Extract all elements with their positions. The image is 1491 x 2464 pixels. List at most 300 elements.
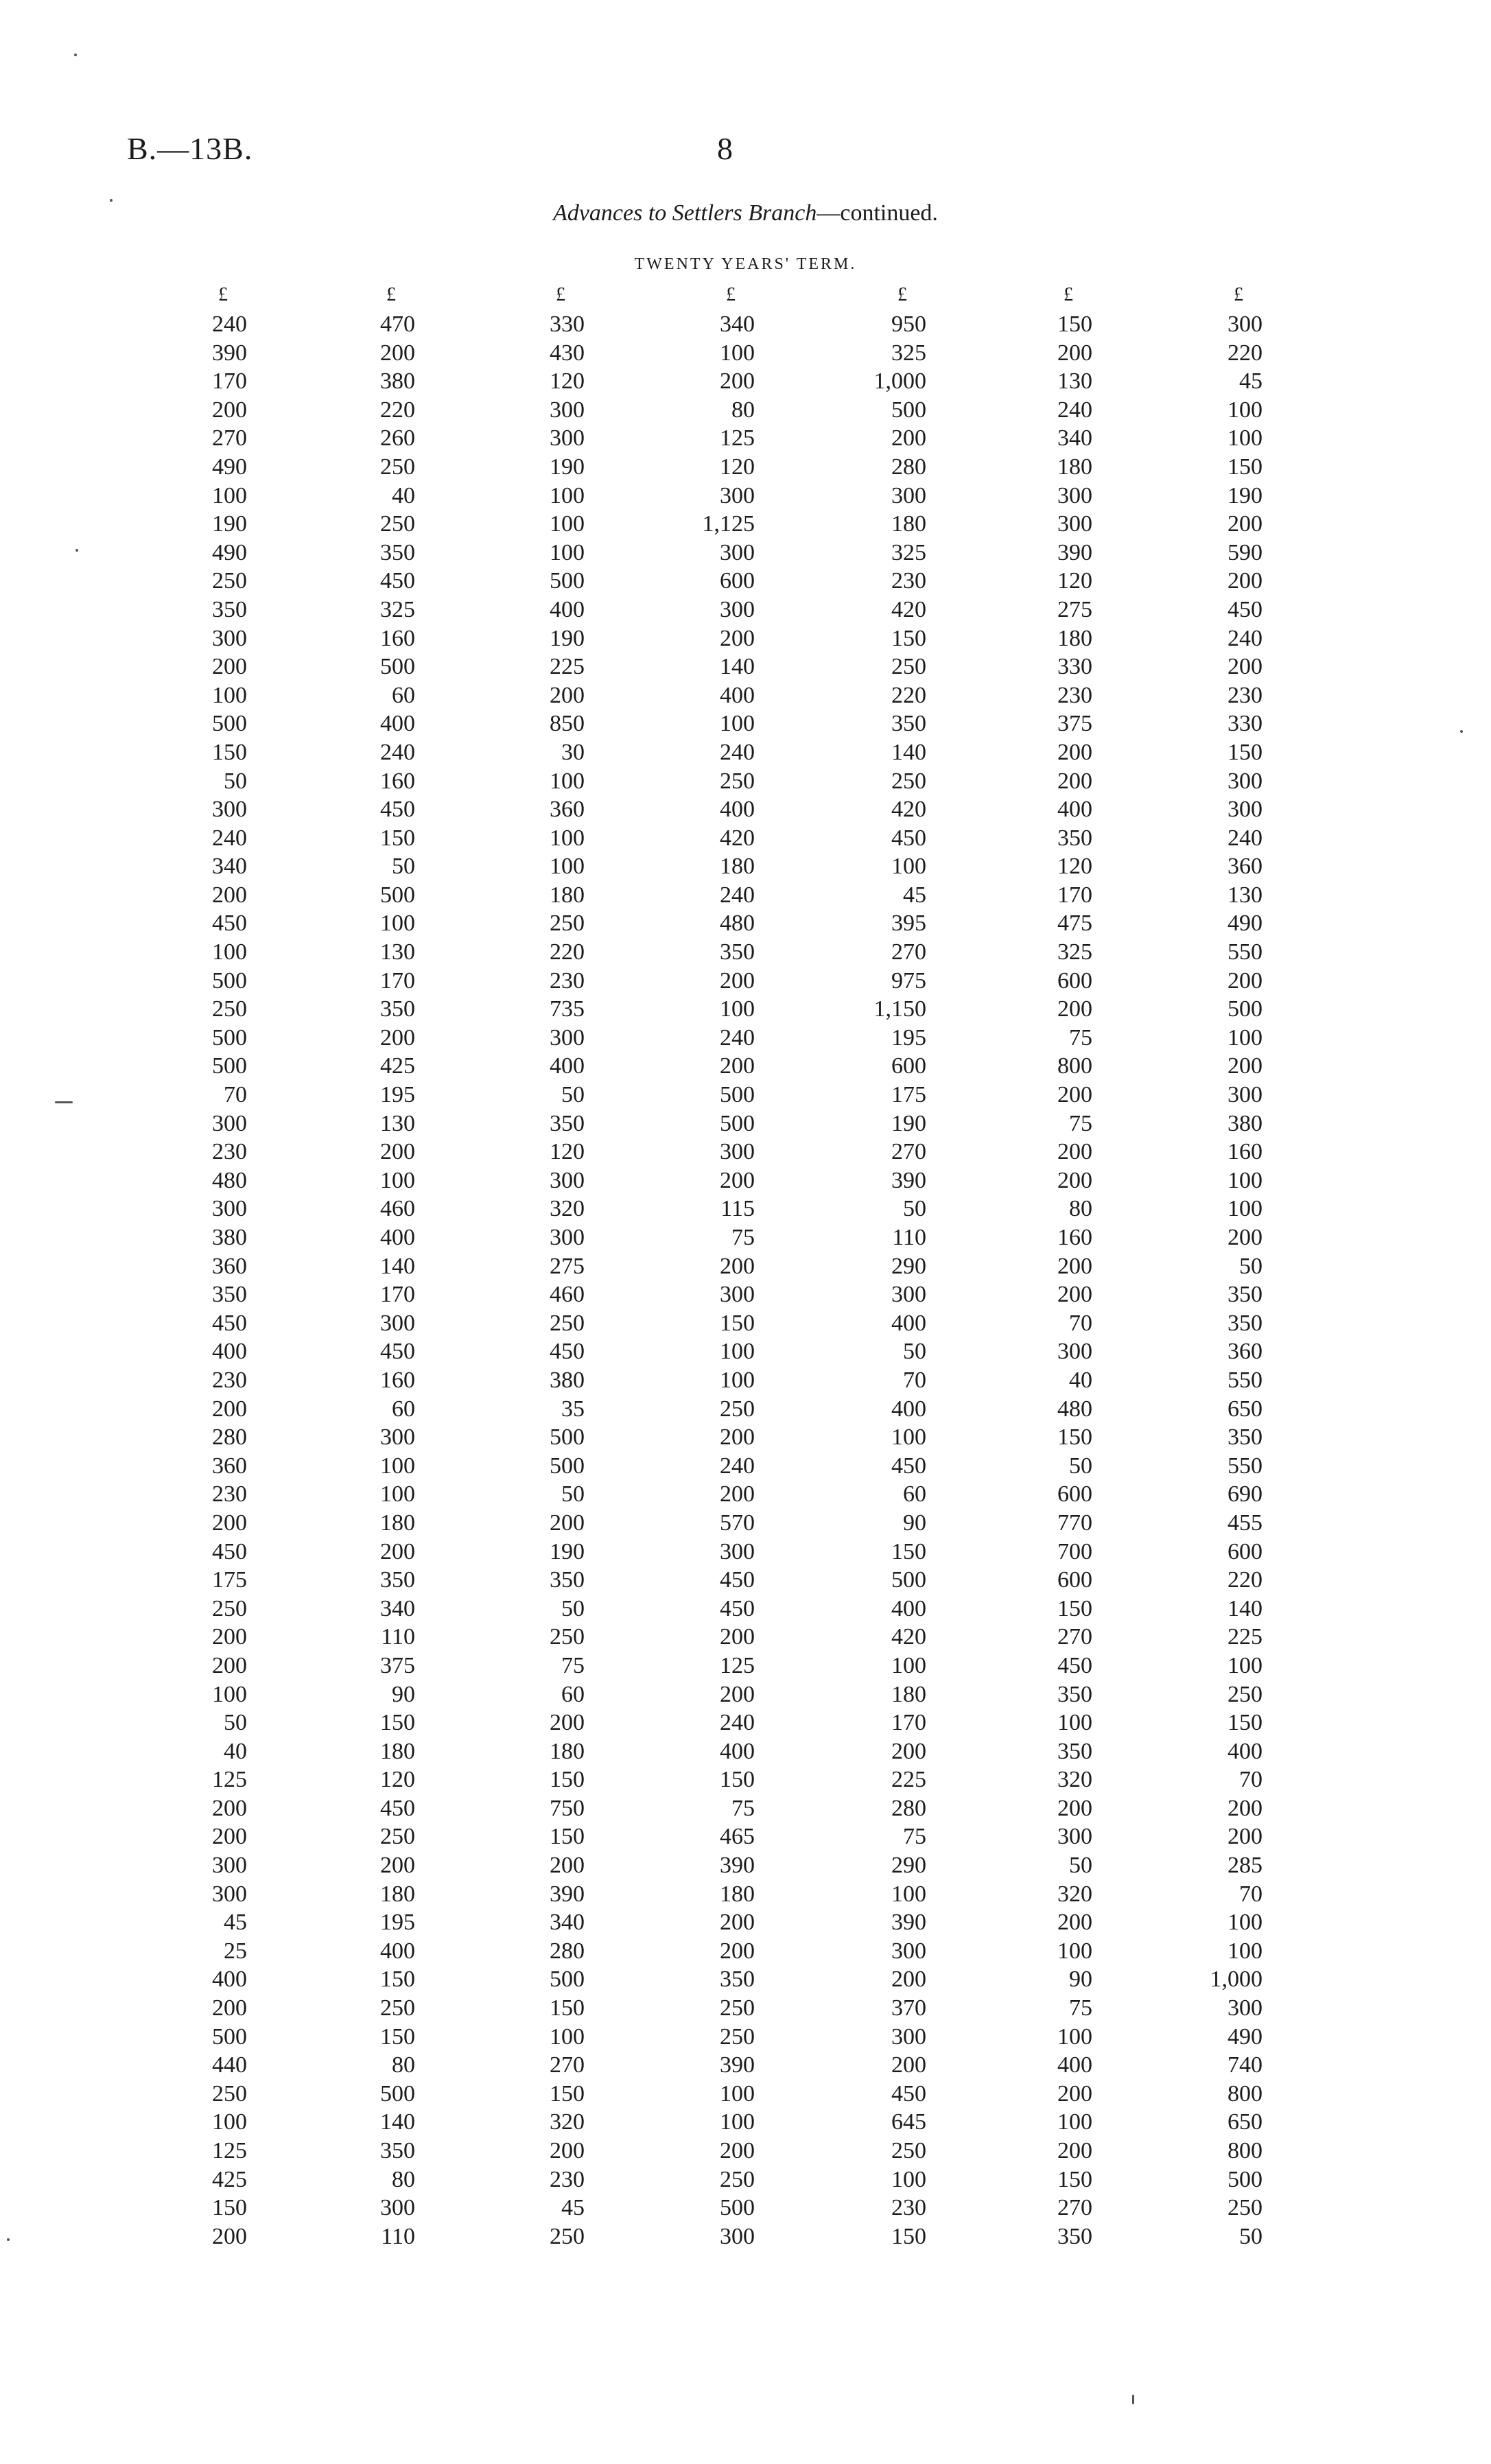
amount-cell: 60: [392, 682, 415, 708]
amount-cell: 300: [720, 1282, 755, 1308]
amount-cell: 100: [720, 2109, 755, 2135]
amount-cell: 150: [380, 1967, 415, 1993]
amount-cell: 100: [720, 996, 755, 1022]
amount-cell: 390: [1057, 539, 1092, 565]
amount-cell: 800: [1228, 2138, 1263, 2163]
amount-cell: 250: [720, 2023, 755, 2050]
amount-cell: 150: [550, 1995, 585, 2021]
amount-cell: 400: [212, 1339, 247, 1365]
document-code: B.—13B.: [127, 131, 253, 166]
amount-cell: 390: [550, 1881, 585, 1907]
currency-header: £: [1064, 284, 1073, 305]
amount-cell: 180: [1057, 625, 1092, 651]
amount-cell: 320: [1057, 1881, 1092, 1907]
amount-cell: 190: [550, 1538, 585, 1564]
amount-cell: 500: [550, 1967, 585, 1993]
amount-cell: 200: [550, 1510, 585, 1536]
section-title: [0, 200, 1491, 226]
amount-cell: 200: [1228, 1225, 1263, 1250]
amount-cell: 770: [1057, 1510, 1092, 1536]
amount-cell: 250: [550, 911, 585, 937]
amount-cell: 300: [1228, 797, 1263, 823]
amount-cell: 100: [380, 1481, 415, 1507]
amount-cell: 200: [1057, 1253, 1092, 1279]
amount-cell: 290: [891, 1853, 926, 1879]
amount-cell: 250: [720, 768, 755, 794]
term-heading: TWENTY YEARS' TERM.: [634, 255, 857, 273]
amount-cell: 200: [1057, 1167, 1092, 1193]
amount-cell: 200: [891, 2052, 926, 2078]
amount-cell: 360: [1228, 854, 1263, 880]
amount-cell: 300: [720, 1538, 755, 1564]
amount-cell: 75: [731, 1225, 755, 1250]
amount-cell: 645: [891, 2109, 926, 2135]
amount-cell: 390: [720, 2052, 755, 2078]
amount-cell: 250: [212, 996, 247, 1022]
amount-cell: 110: [892, 1225, 926, 1250]
amount-cell: 450: [891, 2080, 926, 2107]
amount-cell: 450: [720, 1595, 755, 1621]
amount-cell: 190: [550, 454, 585, 480]
amount-cell: 300: [212, 797, 247, 823]
amount-cell: 1,000: [1210, 1967, 1263, 1993]
amount-cell: 450: [212, 911, 247, 937]
amount-cell: 400: [720, 682, 755, 708]
amount-cell: 455: [1228, 1510, 1263, 1536]
amount-cell: 500: [720, 2195, 755, 2221]
amount-column: [278, 280, 415, 2251]
amount-cell: 450: [550, 1339, 585, 1365]
amount-cell: 270: [891, 939, 926, 965]
amount-cell: 150: [1057, 1424, 1092, 1451]
amount-cell: 200: [212, 1795, 247, 1821]
amount-cell: 350: [380, 996, 415, 1022]
amount-cell: 200: [720, 368, 755, 395]
amount-cell: 490: [212, 539, 247, 565]
amount-cell: 240: [380, 739, 415, 765]
amount-cell: 1,150: [873, 996, 926, 1022]
amount-cell: 250: [720, 2166, 755, 2192]
amount-cell: 460: [550, 1282, 585, 1308]
amount-cell: 200: [1057, 739, 1092, 765]
amount-column: [447, 280, 585, 2251]
amount-cell: 45: [224, 1910, 247, 1936]
amount-cell: 300: [1057, 511, 1092, 537]
amount-cell: 120: [550, 368, 585, 395]
amount-cell: 450: [380, 568, 415, 594]
amount-cell: 300: [891, 1938, 926, 1964]
amount-cell: 280: [891, 454, 926, 480]
amount-cell: 270: [1057, 2195, 1092, 2221]
amount-cell: 250: [550, 2223, 585, 2249]
amount-cell: 170: [212, 368, 247, 395]
amount-cell: 190: [891, 1110, 926, 1136]
amount-cell: 200: [720, 2138, 755, 2163]
currency-header: £: [897, 284, 907, 305]
amount-cell: 170: [380, 1282, 415, 1308]
amount-cell: 250: [212, 568, 247, 594]
amount-cell: 240: [212, 312, 247, 337]
amount-cell: 50: [224, 1710, 247, 1736]
amount-cell: 80: [392, 2052, 415, 2078]
amount-cell: 500: [380, 882, 415, 908]
amount-cell: 115: [720, 1196, 755, 1222]
amount-cell: 200: [720, 967, 755, 994]
amount-cell: 100: [720, 340, 755, 366]
amount-cell: 170: [1057, 882, 1092, 908]
amount-cell: 250: [380, 1824, 415, 1850]
amount-cell: 350: [1057, 1738, 1092, 1764]
amount-cell: 550: [1228, 1453, 1263, 1479]
amount-cell: 130: [1057, 368, 1092, 395]
amount-cell: 150: [212, 739, 247, 765]
amount-cell: 330: [1228, 711, 1263, 737]
amount-cell: 50: [1239, 1253, 1263, 1279]
amount-cell: 110: [381, 1624, 415, 1650]
amount-cell: 75: [561, 1652, 585, 1678]
amount-cell: 500: [1228, 996, 1263, 1022]
amount-cell: 300: [212, 1196, 247, 1222]
amount-cell: 300: [550, 1167, 585, 1193]
amount-cell: 150: [550, 1824, 585, 1850]
amount-cell: 370: [891, 1995, 926, 2021]
amount-cell: 300: [1057, 482, 1092, 508]
amount-cell: 320: [550, 2109, 585, 2135]
amount-cell: 450: [380, 1795, 415, 1821]
amount-cell: 300: [720, 1139, 755, 1165]
amount-cell: 225: [891, 1767, 926, 1793]
amount-cell: 220: [550, 939, 585, 965]
amount-cell: 500: [720, 1110, 755, 1136]
amount-cell: 200: [212, 1510, 247, 1536]
amount-cell: 190: [550, 625, 585, 651]
amount-cell: 100: [891, 1881, 926, 1907]
amount-cell: 200: [550, 1710, 585, 1736]
amount-cell: 180: [380, 1510, 415, 1536]
amount-cell: 450: [380, 797, 415, 823]
amount-cell: 200: [1057, 1082, 1092, 1108]
amount-cell: 300: [550, 1024, 585, 1051]
amount-cell: 300: [891, 482, 926, 508]
amount-cell: 240: [1228, 825, 1263, 851]
amount-cell: 400: [891, 1396, 926, 1422]
amount-column: [789, 280, 926, 2251]
amount-cell: 200: [550, 1853, 585, 1879]
amount-cell: 200: [550, 2138, 585, 2163]
amount-cell: 60: [392, 1396, 415, 1422]
amount-cell: 100: [720, 711, 755, 737]
amount-cell: 150: [550, 1767, 585, 1793]
amount-cell: 375: [380, 1652, 415, 1678]
amount-cell: 180: [891, 1681, 926, 1707]
amount-cell: 250: [212, 1595, 247, 1621]
amount-cell: 200: [1057, 1282, 1092, 1308]
amount-cell: 500: [212, 1024, 247, 1051]
amount-cell: 200: [1228, 654, 1263, 680]
currency-header: £: [386, 284, 396, 305]
amount-cell: 600: [720, 568, 755, 594]
amount-cell: 75: [1069, 1024, 1092, 1051]
amount-column: [1125, 280, 1263, 2251]
amount-cell: 270: [550, 2052, 585, 2078]
amount-cell: 425: [212, 2166, 247, 2192]
amount-cell: 80: [1069, 1196, 1092, 1222]
amount-cell: 300: [1057, 1824, 1092, 1850]
scan-speck: [110, 199, 113, 202]
amount-cell: 160: [380, 1367, 415, 1393]
amount-cell: 140: [720, 654, 755, 680]
amount-cell: 140: [380, 2109, 415, 2135]
amount-cell: 250: [1228, 2195, 1263, 2221]
amount-cell: 285: [1228, 1853, 1263, 1879]
amount-cell: 350: [1228, 1310, 1263, 1336]
amount-cell: 40: [224, 1738, 247, 1764]
amount-cell: 150: [550, 2080, 585, 2107]
amount-cell: 360: [212, 1253, 247, 1279]
amount-cell: 200: [212, 882, 247, 908]
amount-cell: 400: [1228, 1738, 1263, 1764]
amount-cell: 740: [1228, 2052, 1263, 2078]
amount-cell: 550: [1228, 1367, 1263, 1393]
amount-cell: 150: [380, 1710, 415, 1736]
amount-cell: 190: [212, 511, 247, 537]
amount-cell: 45: [1239, 368, 1263, 395]
amount-cell: 75: [1069, 1995, 1092, 2021]
amount-cell: 180: [380, 1881, 415, 1907]
amount-cell: 450: [720, 1567, 755, 1593]
amount-cell: 240: [212, 825, 247, 851]
amount-cell: 450: [1057, 1652, 1092, 1678]
amount-cell: 100: [212, 2109, 247, 2135]
amount-cell: 380: [550, 1367, 585, 1393]
amount-cell: 150: [1057, 2166, 1092, 2192]
amount-cell: 160: [1057, 1225, 1092, 1250]
amount-cell: 100: [212, 682, 247, 708]
amount-cell: 50: [561, 1481, 585, 1507]
amount-column: [110, 280, 247, 2251]
scan-speck: [7, 2238, 10, 2241]
amount-cell: 330: [1057, 654, 1092, 680]
amount-cell: 70: [1069, 1310, 1092, 1336]
amount-cell: 650: [1228, 1396, 1263, 1422]
amount-cell: 500: [212, 1053, 247, 1079]
amount-cell: 50: [1239, 2223, 1263, 2249]
amount-cell: 250: [1228, 1681, 1263, 1707]
amount-cell: 50: [903, 1196, 926, 1222]
amount-cell: 800: [1057, 1053, 1092, 1079]
amount-cell: 850: [550, 711, 585, 737]
amount-cell: 300: [891, 1282, 926, 1308]
amount-cell: 450: [891, 1453, 926, 1479]
amount-cell: 80: [392, 2166, 415, 2192]
amount-cell: 250: [891, 768, 926, 794]
amount-cell: 300: [212, 1881, 247, 1907]
amount-cell: 480: [212, 1167, 247, 1193]
amount-cell: 490: [212, 454, 247, 480]
amount-cell: 200: [380, 340, 415, 366]
amount-cell: 100: [1228, 1938, 1263, 1964]
amount-cell: 425: [380, 1053, 415, 1079]
amount-cell: 390: [891, 1910, 926, 1936]
amount-cell: 330: [550, 312, 585, 337]
amount-cell: 400: [720, 1738, 755, 1764]
amount-cell: 300: [720, 596, 755, 622]
amount-cell: 250: [380, 1995, 415, 2021]
amount-cell: 80: [731, 397, 755, 423]
amount-cell: 500: [212, 711, 247, 737]
scan-speck: [55, 1101, 73, 1103]
amount-cell: 100: [1228, 425, 1263, 451]
amount-cell: 200: [380, 1853, 415, 1879]
amount-cell: 350: [1057, 2223, 1092, 2249]
amount-cell: 180: [720, 1881, 755, 1907]
amount-cell: 200: [550, 682, 585, 708]
amount-cell: 200: [380, 1139, 415, 1165]
amount-cell: 100: [380, 1453, 415, 1479]
amounts-table: [0, 280, 1491, 2256]
amount-cell: 130: [380, 1110, 415, 1136]
amount-cell: 600: [1057, 1481, 1092, 1507]
amount-cell: 250: [212, 2080, 247, 2107]
amount-cell: 100: [720, 1367, 755, 1393]
amount-cell: 320: [550, 1196, 585, 1222]
currency-header: £: [218, 284, 228, 305]
amount-cell: 325: [891, 539, 926, 565]
amount-cell: 475: [1057, 911, 1092, 937]
amount-cell: 150: [720, 1310, 755, 1336]
amount-cell: 40: [1069, 1367, 1092, 1393]
amount-cell: 300: [550, 397, 585, 423]
amount-cell: 260: [380, 425, 415, 451]
amount-cell: 200: [1057, 340, 1092, 366]
amount-cell: 490: [1228, 2023, 1263, 2050]
amount-cell: 150: [1228, 1710, 1263, 1736]
currency-header: £: [556, 284, 565, 305]
amount-cell: 340: [212, 854, 247, 880]
amount-cell: 320: [1057, 1767, 1092, 1793]
amount-cell: 100: [550, 854, 585, 880]
amount-cell: 300: [1228, 312, 1263, 337]
amount-cell: 390: [720, 1853, 755, 1879]
amount-cell: 420: [891, 797, 926, 823]
amount-cell: 150: [380, 825, 415, 851]
amount-cell: 200: [1228, 967, 1263, 994]
amount-cell: 400: [380, 1938, 415, 1964]
amount-cell: 70: [1239, 1881, 1263, 1907]
amount-cell: 240: [1057, 397, 1092, 423]
amount-cell: 280: [891, 1795, 926, 1821]
amount-cell: 180: [1057, 454, 1092, 480]
amount-cell: 390: [891, 1167, 926, 1193]
amount-cell: 375: [1057, 711, 1092, 737]
amount-cell: 150: [1057, 312, 1092, 337]
amount-cell: 490: [1228, 911, 1263, 937]
amount-cell: 400: [1057, 797, 1092, 823]
amount-cell: 150: [1228, 739, 1263, 765]
amount-cell: 100: [1228, 1910, 1263, 1936]
amount-cell: 590: [1228, 539, 1263, 565]
amount-cell: 450: [212, 1538, 247, 1564]
page-header: [0, 130, 1491, 178]
amount-cell: 200: [891, 1738, 926, 1764]
amount-cell: 200: [212, 1995, 247, 2021]
amount-cell: 400: [550, 596, 585, 622]
amount-cell: 90: [1069, 1967, 1092, 1993]
amount-cell: 100: [720, 2080, 755, 2107]
amount-cell: 250: [550, 1624, 585, 1650]
amount-cell: 50: [561, 1082, 585, 1108]
amount-cell: 600: [1228, 1538, 1263, 1564]
amount-cell: 60: [903, 1481, 926, 1507]
amount-cell: 200: [1057, 1139, 1092, 1165]
amount-cell: 350: [1057, 825, 1092, 851]
amount-cell: 340: [720, 312, 755, 337]
amount-cell: 230: [550, 2166, 585, 2192]
amount-cell: 170: [891, 1710, 926, 1736]
amount-cell: 700: [1057, 1538, 1092, 1564]
amount-cell: 30: [561, 739, 585, 765]
amount-cell: 270: [1057, 1624, 1092, 1650]
section-title-main: Advances to Settlers Branch: [553, 200, 817, 226]
currency-header: £: [726, 284, 736, 305]
amount-cell: 180: [550, 882, 585, 908]
amount-cell: 300: [720, 2223, 755, 2249]
amount-cell: 275: [1057, 596, 1092, 622]
amount-cell: 200: [720, 1481, 755, 1507]
amount-cell: 100: [891, 1424, 926, 1451]
amount-cell: 360: [212, 1453, 247, 1479]
amount-cell: 480: [720, 911, 755, 937]
amount-cell: 340: [380, 1595, 415, 1621]
amount-cell: 300: [891, 2023, 926, 2050]
amount-cell: 100: [891, 854, 926, 880]
amount-cell: 200: [1228, 1824, 1263, 1850]
amount-cell: 100: [380, 1167, 415, 1193]
amount-cell: 500: [891, 1567, 926, 1593]
amount-cell: 180: [550, 1738, 585, 1764]
amount-cell: 380: [1228, 1110, 1263, 1136]
amount-cell: 240: [1228, 625, 1263, 651]
amount-cell: 100: [550, 768, 585, 794]
amount-cell: 50: [1069, 1853, 1092, 1879]
amount-cell: 650: [1228, 2109, 1263, 2135]
amount-cell: 100: [1057, 2023, 1092, 2050]
amount-cell: 400: [891, 1310, 926, 1336]
amount-cell: 75: [903, 1824, 926, 1850]
amount-cell: 120: [550, 1139, 585, 1165]
amount-cell: 440: [212, 2052, 247, 2078]
amount-cell: 200: [720, 1167, 755, 1193]
amount-cell: 100: [1057, 1938, 1092, 1964]
amount-cell: 250: [380, 454, 415, 480]
amount-cell: 200: [1057, 2080, 1092, 2107]
amount-cell: 430: [550, 340, 585, 366]
amount-cell: 50: [903, 1339, 926, 1365]
amount-cell: 195: [891, 1024, 926, 1051]
amount-cell: 600: [891, 1053, 926, 1079]
amount-cell: 200: [720, 1624, 755, 1650]
amount-cell: 500: [1228, 2166, 1263, 2192]
amount-cell: 100: [720, 1339, 755, 1365]
amount-cell: 250: [720, 1396, 755, 1422]
amount-cell: 125: [212, 2138, 247, 2163]
amount-cell: 230: [550, 967, 585, 994]
amount-cell: 200: [212, 1396, 247, 1422]
amount-cell: 500: [212, 967, 247, 994]
amount-cell: 40: [392, 482, 415, 508]
amount-cell: 250: [891, 2138, 926, 2163]
amount-cell: 500: [380, 2080, 415, 2107]
